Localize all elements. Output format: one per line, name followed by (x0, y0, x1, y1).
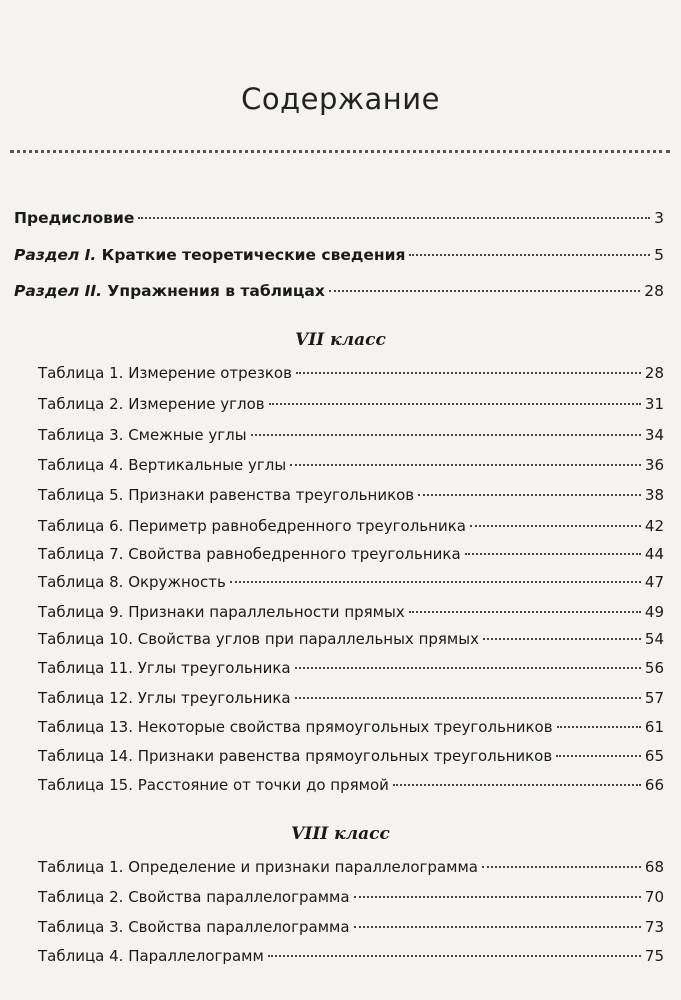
toc-entry: Таблица 11. Углы треугольника 56 (38, 659, 664, 677)
leader-dots (138, 217, 650, 219)
leader-dots (268, 955, 641, 957)
toc-entry-label: Раздел I. Краткие теоретические сведения (14, 246, 406, 264)
toc-entry: Таблица 3. Смежные углы 34 (38, 426, 664, 444)
toc-entry: Таблица 10. Свойства углов при параллельных прямых 54 (38, 630, 664, 648)
toc-entry: Таблица 9. Признаки параллельности прямых 49 (38, 603, 664, 621)
section-heading-vii: VII класс (295, 330, 386, 350)
leader-dots (251, 434, 641, 436)
toc-entry: Таблица 1. Измерение отрезков 28 (38, 364, 664, 382)
leader-dots (354, 926, 641, 928)
leader-dots (295, 697, 641, 699)
leader-dots (465, 553, 641, 555)
leader-dots (296, 372, 641, 374)
section-heading-viii: VIII класс (291, 824, 390, 844)
leader-dots (409, 611, 641, 613)
toc-entry: Таблица 12. Углы треугольника 57 (38, 689, 664, 707)
leader-dots (329, 290, 640, 292)
toc-entry: Таблица 5. Признаки равенства треугольников 38 (38, 486, 664, 504)
toc-entry: Таблица 4. Параллелограмм 75 (38, 947, 664, 965)
toc-entry: Таблица 15. Расстояние от точки до прямой 66 (38, 776, 664, 794)
toc-entry-label: Предисловие (14, 209, 135, 227)
toc-entry: Таблица 1. Определение и признаки параллелограмма 68 (38, 858, 664, 876)
leader-dots (295, 667, 641, 669)
leader-dots (393, 784, 641, 786)
toc-entry: Таблица 3. Свойства параллелограмма 73 (38, 918, 664, 936)
leader-dots (418, 494, 641, 496)
toc-entry: Таблица 13. Некоторые свойства прямоугольных треугольников 61 (38, 718, 664, 736)
toc-entry: Таблица 2. Свойства параллелограмма 70 (38, 888, 664, 906)
leader-dots (482, 866, 641, 868)
leader-dots (354, 896, 641, 898)
leader-dots (557, 726, 641, 728)
toc-entry-preface (14, 208, 664, 228)
page-title: Содержание (241, 82, 440, 116)
toc-entry: Таблица 8. Окружность 47 (38, 573, 664, 591)
toc-entry-page: 28 (644, 282, 664, 300)
toc-entry: Таблица 14. Признаки равенства прямоугольных треугольников 65 (38, 747, 664, 765)
toc-entry: Таблица 2. Измерение углов 31 (38, 395, 664, 413)
leader-dots (470, 525, 641, 527)
toc-entry-page: 5 (654, 246, 664, 264)
leader-dots (409, 254, 650, 256)
leader-dots (290, 464, 641, 466)
title-divider (10, 150, 670, 153)
leader-dots (556, 755, 641, 757)
toc-entry: Таблица 4. Вертикальные углы 36 (38, 456, 664, 474)
toc-entry-page: 3 (654, 209, 664, 227)
toc-entry-section-2 (14, 281, 664, 301)
toc-entry-section-1 (14, 245, 664, 265)
toc-entry: Таблица 6. Периметр равнобедренного треугольника 42 (38, 517, 664, 535)
toc-entry-label: Раздел II. Упражнения в таблицах (14, 282, 325, 300)
toc-entry: Таблица 7. Свойства равнобедренного треугольника 44 (38, 545, 664, 563)
leader-dots (269, 403, 641, 405)
leader-dots (483, 638, 641, 640)
leader-dots (230, 581, 641, 583)
